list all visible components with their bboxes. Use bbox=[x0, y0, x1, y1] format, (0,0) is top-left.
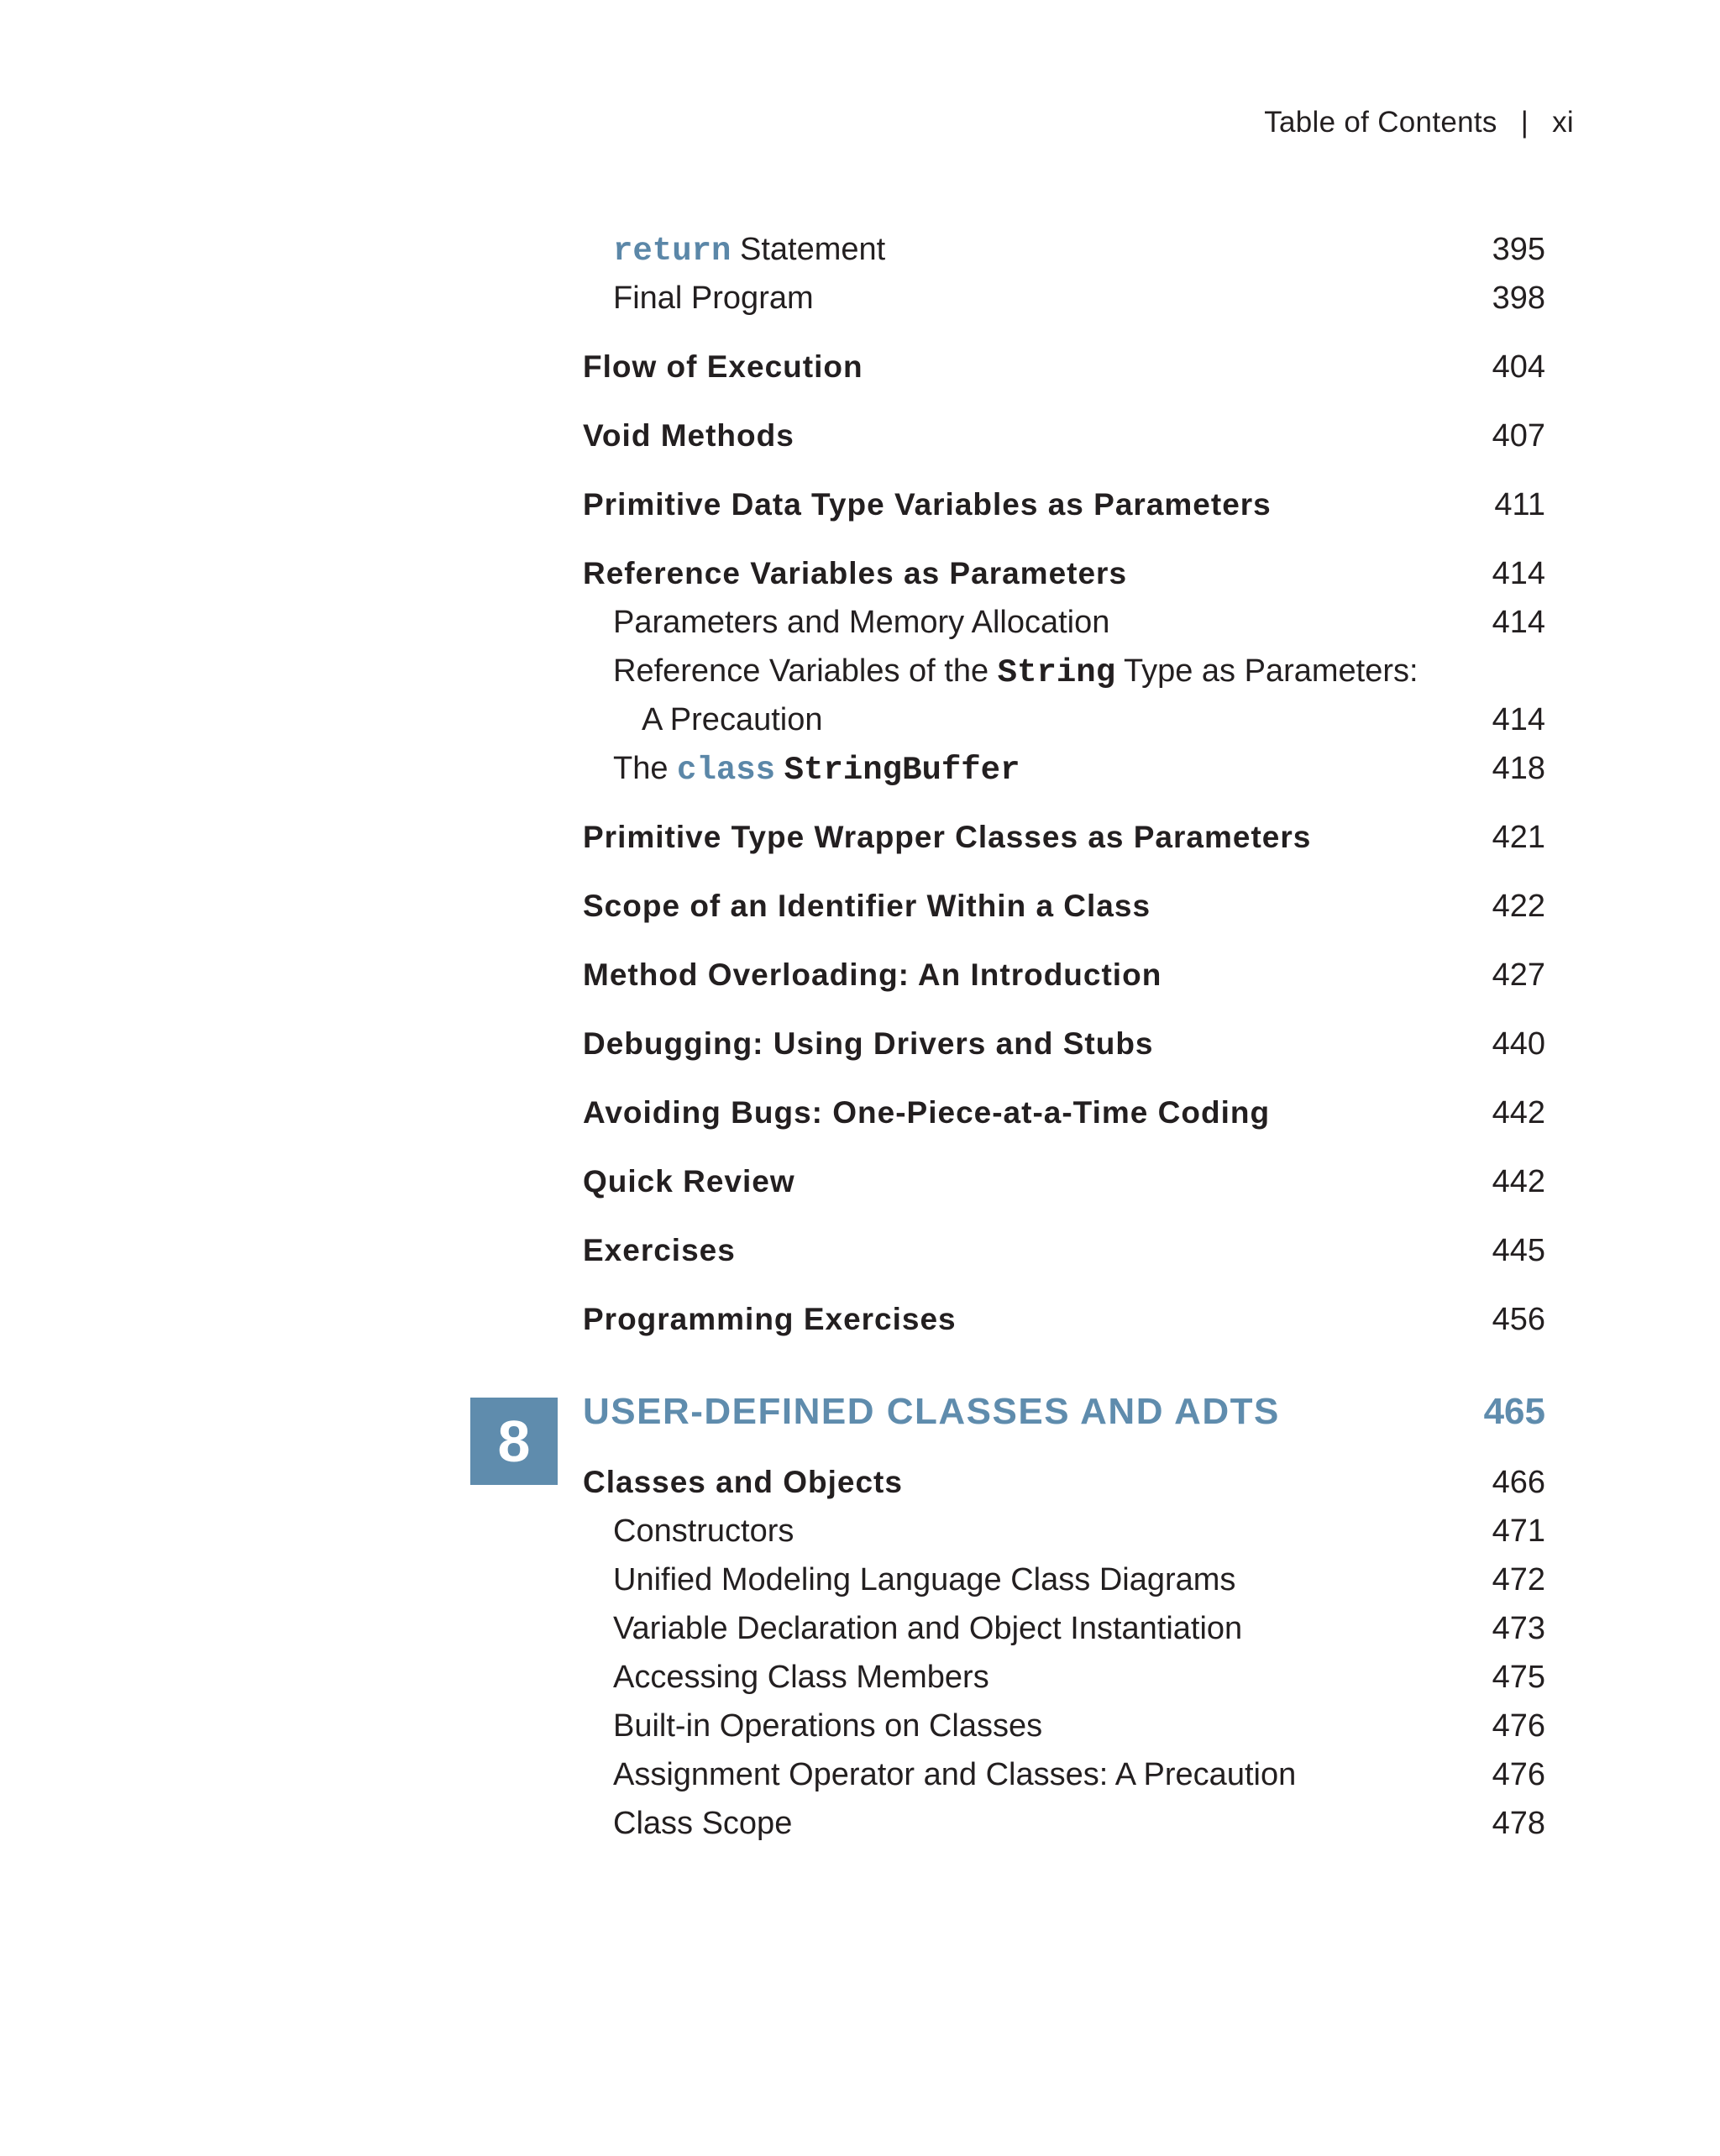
toc-entry[interactable] bbox=[583, 1507, 1545, 1555]
toc-entry[interactable] bbox=[583, 1750, 1545, 1799]
toc-entry-title bbox=[613, 225, 885, 275]
toc-entry-text: Statement bbox=[731, 232, 886, 267]
toc-entry[interactable] bbox=[583, 951, 1545, 999]
toc-entry-page: 414 bbox=[1492, 605, 1545, 640]
running-head bbox=[1264, 106, 1574, 139]
toc-entry-title: A Precaution bbox=[642, 702, 823, 737]
toc-entry[interactable] bbox=[583, 1702, 1545, 1750]
toc-entry-title: Unified Modeling Language Class Diagrams bbox=[613, 1562, 1236, 1597]
toc-entry-page: 442 bbox=[1492, 1164, 1545, 1199]
toc-entry[interactable] bbox=[583, 1020, 1545, 1068]
toc-entry-page: 473 bbox=[1492, 1611, 1545, 1646]
toc-entry-page: 422 bbox=[1492, 889, 1545, 924]
toc-entry[interactable] bbox=[583, 882, 1545, 931]
toc-entry[interactable] bbox=[583, 274, 1545, 323]
toc-entry-page: 398 bbox=[1492, 281, 1545, 316]
toc-entry[interactable] bbox=[583, 225, 1545, 274]
toc-entry[interactable] bbox=[583, 744, 1545, 793]
toc-entry-page: 418 bbox=[1492, 751, 1545, 786]
toc-entry[interactable] bbox=[583, 1295, 1545, 1344]
toc-entry-title bbox=[613, 744, 1020, 795]
toc-entry-title: Flow of Execution bbox=[583, 349, 863, 384]
toc-entry-page: 476 bbox=[1492, 1757, 1545, 1792]
toc-entry[interactable] bbox=[583, 1226, 1545, 1275]
page-number: xi bbox=[1552, 106, 1574, 139]
toc-entry-page: 445 bbox=[1492, 1233, 1545, 1268]
toc-entry-title: Variable Declaration and Object Instantiation bbox=[613, 1611, 1243, 1646]
toc-entry-title: Final Program bbox=[613, 281, 814, 316]
toc-entry-page: 421 bbox=[1492, 820, 1545, 855]
code-keyword: return bbox=[613, 233, 732, 270]
toc-entry-page: 414 bbox=[1492, 556, 1545, 591]
toc-entry-page: 456 bbox=[1492, 1302, 1545, 1337]
toc-entry-title: Accessing Class Members bbox=[613, 1660, 989, 1695]
toc-entry-page: 407 bbox=[1492, 418, 1545, 454]
toc-entry[interactable] bbox=[583, 343, 1545, 391]
chapter-number-badge: 8 bbox=[470, 1398, 558, 1485]
toc-entry-page: 475 bbox=[1492, 1660, 1545, 1695]
toc-entry-page: 395 bbox=[1492, 232, 1545, 267]
toc-entry-title: Exercises bbox=[583, 1233, 736, 1267]
toc-entry-title: Assignment Operator and Classes: A Precaution bbox=[613, 1757, 1297, 1792]
toc-entry-title: Primitive Data Type Variables as Parameters bbox=[583, 487, 1272, 522]
toc-entry-title: Quick Review bbox=[583, 1164, 795, 1199]
toc-entry-title bbox=[613, 647, 1418, 697]
toc-entry-title: Void Methods bbox=[583, 418, 794, 453]
toc-entry[interactable] bbox=[583, 813, 1545, 862]
toc-entry-page: 478 bbox=[1492, 1806, 1545, 1841]
toc-entry-title: Built-in Operations on Classes bbox=[613, 1708, 1043, 1744]
code-identifier: String bbox=[997, 654, 1116, 691]
toc-entry-text: The bbox=[613, 751, 678, 786]
toc-entry-text: Reference Variables of the bbox=[613, 653, 998, 689]
toc-entry-page: 476 bbox=[1492, 1708, 1545, 1744]
toc-entry-title: Debugging: Using Drivers and Stubs bbox=[583, 1026, 1154, 1061]
toc-entry-title: Classes and Objects bbox=[583, 1465, 903, 1499]
toc-entry[interactable] bbox=[583, 412, 1545, 460]
toc-entry[interactable] bbox=[583, 549, 1545, 598]
toc-entry-page: 427 bbox=[1492, 957, 1545, 993]
toc-entry-title: Programming Exercises bbox=[583, 1302, 957, 1336]
toc-entry[interactable] bbox=[583, 1088, 1545, 1137]
toc-entry-title: Reference Variables as Parameters bbox=[583, 556, 1128, 590]
toc-entry[interactable] bbox=[583, 1653, 1545, 1702]
toc-entry-page: 472 bbox=[1492, 1562, 1545, 1597]
toc-entry-title: Class Scope bbox=[613, 1806, 793, 1841]
toc-entry[interactable] bbox=[583, 1458, 1545, 1507]
chapter-heading[interactable] bbox=[583, 1382, 1545, 1441]
toc-entry[interactable] bbox=[583, 1604, 1545, 1653]
chapter-page: 465 bbox=[1483, 1391, 1545, 1432]
running-head-title: Table of Contents bbox=[1264, 106, 1497, 139]
toc-entry-page: 411 bbox=[1494, 487, 1545, 522]
toc-entry[interactable] bbox=[583, 695, 1545, 744]
toc-entry-page: 440 bbox=[1492, 1026, 1545, 1062]
chapter-title: USER-DEFINED CLASSES AND ADTS bbox=[583, 1391, 1280, 1432]
toc-entry-page: 404 bbox=[1492, 349, 1545, 385]
toc-entry-page: 466 bbox=[1492, 1465, 1545, 1500]
running-head-separator: | bbox=[1520, 106, 1529, 139]
toc-entry-title: Scope of an Identifier Within a Class bbox=[583, 889, 1151, 923]
toc-entry[interactable] bbox=[583, 647, 1545, 695]
toc-entry[interactable] bbox=[583, 1799, 1545, 1848]
toc-entry-page: 414 bbox=[1492, 702, 1545, 737]
toc-entry[interactable] bbox=[583, 1555, 1545, 1604]
toc-entry[interactable] bbox=[583, 598, 1545, 647]
toc-entry-title: Method Overloading: An Introduction bbox=[583, 957, 1162, 992]
toc-entry-title: Avoiding Bugs: One-Piece-at-a-Time Coding bbox=[583, 1095, 1271, 1130]
code-keyword: class bbox=[677, 752, 776, 789]
code-identifier: StringBuffer bbox=[784, 752, 1020, 789]
toc-entry[interactable] bbox=[583, 1157, 1545, 1206]
toc-entry-page: 471 bbox=[1492, 1513, 1545, 1549]
toc-entry[interactable] bbox=[583, 480, 1545, 529]
toc-entry-title: Parameters and Memory Allocation bbox=[613, 605, 1110, 640]
toc-entry-title: Primitive Type Wrapper Classes as Parameters bbox=[583, 820, 1312, 854]
toc-entry-title: Constructors bbox=[613, 1513, 794, 1549]
toc-entry-text: Type as Parameters: bbox=[1115, 653, 1418, 689]
toc-entry-page: 442 bbox=[1492, 1095, 1545, 1130]
